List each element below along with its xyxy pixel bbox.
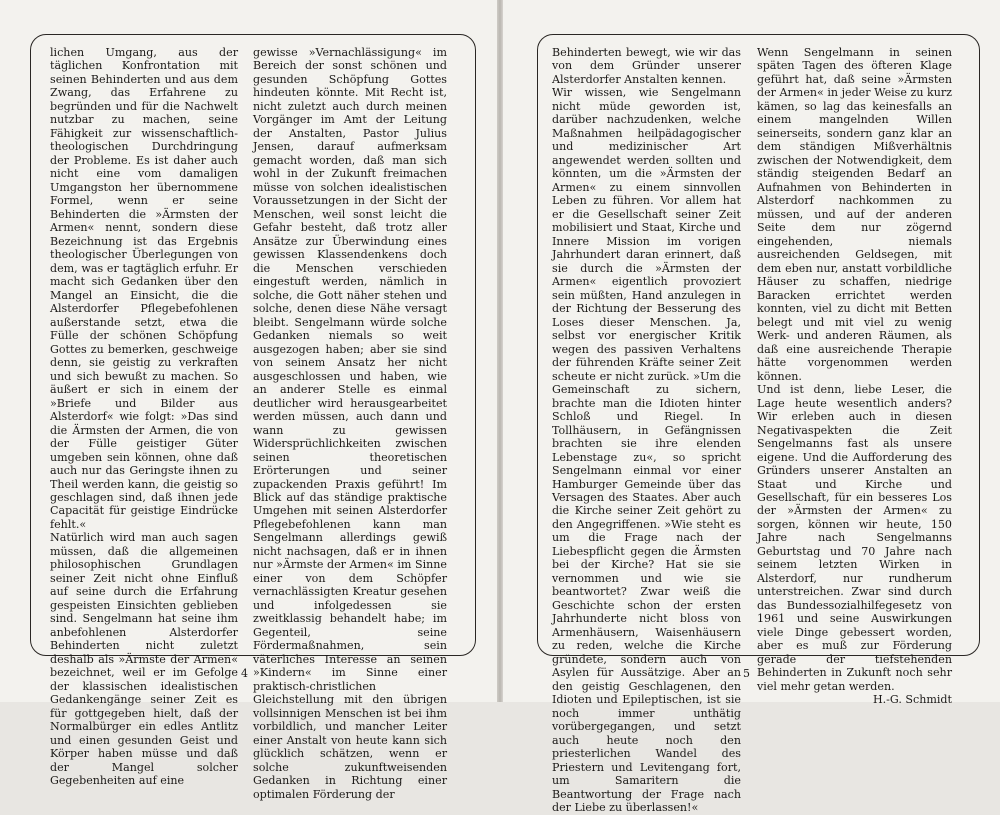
right-page-column-1: [552, 46, 741, 815]
left-page-column-1: [50, 46, 238, 788]
paragraph: Und ist denn, liebe Leser, die Lage heute wesentlich anders? Wir erleben auch in diesen Negativaspekten die Zeit Sengelmanns fast als unsere eigene. Und die Aufforderung des Gründers unserer Anstalten an Staat und Kirche und Gesellschaft, für ein besseres Los der »Ärmsten der Armen« zu sorgen, können wir heute, 150 Jahre nach Sengelmanns Geburtstag und 70 Jahre nach seinem letzten Wirken in Alsterdorf, nur rundherum unterstreichen. Zwar sind durch das Bundessozialhilfegesetz von 1961 und seine Auswirkungen viele Dinge gebessert worden, aber es muß zur Förderung gerade der tiefstehenden Behinderten in Zukunft noch sehr viel mehr getan werden.: [757, 383, 952, 693]
paragraph: Behinderten bewegt, wie wir das von dem Gründer unserer Alsterdorfer Anstalten kennen.: [552, 46, 741, 86]
author-signature: H.-G. Schmidt: [872, 693, 952, 707]
page-number: 4: [241, 667, 248, 680]
left-page-column-2: [253, 46, 447, 801]
left-page: [0, 0, 497, 801]
right-page-column-2: [757, 46, 953, 707]
right-page: [503, 0, 1000, 815]
paragraph: Natürlich wird man auch sagen müssen, daß die allgemeinen philosophischen Grundlagen seiner Zeit nicht ohne Einfluß auf seine durch die Erfahrung gespeisten Einsichten geblieben sind. Sengelmann hat seine ihm anbefohlenen Alsterdorfer Behinderten nicht zuletzt deshalb als »Ärmste der Armen« bezeichnet, weil er im Gefolge der klassischen idealistischen Gedankengänge seiner Zeit es für gottgegeben hielt, daß der Normalbürger ein edles Antlitz und einen gesunden Geist und Körper haben müsse und daß der Mangel solcher Gegebenheiten auf eine: [50, 531, 238, 788]
paragraph: gewisse »Vernachlässigung« im Bereich der sonst schönen und gesunden Schöpfung Gottes hindeuten könnte. Mit Recht ist, nicht zuletzt auch durch meinen Vorgänger im Amt der Leitung der Anstalten, Pastor Julius Jensen, darauf aufmerksam gemacht worden, daß man sich wohl in der Zukunft freimachen müsse von solchen idealistischen Voraussetzungen in der Sicht der Menschen, weil sonst leicht die Gefahr besteht, daß trotz aller Ansätze zur Überwindung eines gewissen Klassendenkens doch die Menschen verschieden eingestuft werden, nämlich in solche, die Gott näher stehen und solche, denen diese Nähe versagt bleibt. Sengelmann würde solche Gedanken niemals so weit ausgezogen haben; aber sie sind von seinem Ansatz her nicht ausgeschlossen und haben, wie an anderer Stelle es einmal deutlicher wird herausgearbeitet werden müssen, auch dann und wann zu gewissen Widersprüchlichkeiten zwischen seinen theoretischen Erörterungen und seiner zupackenden Praxis geführt! Im Blick auf das ständige praktische Umgehen mit seinen Alsterdorfer Pflegebefohlenen kann man Sengelmann allerdings gewiß nicht nachsagen, daß er in ihnen nur »Ärmste der Armen« im Sinne einer von dem Schöpfer vernachlässigten Kreatur gesehen und infolgedessen sie zweitklassig behandelt habe; im Gegenteil, seine Fördermaßnahmen, sein väterliches Interesse an seinen »Kindern« im Sinne einer praktisch-christlichen Gleichstellung mit den übrigen vollsinnigen Menschen ist bei ihm vorbildlich, und mancher Leiter einer Anstalt von heute kann sich glücklich schätzen, wenn er solche zukunftweisenden Gedanken in Richtung einer optimalen Förderung der: [253, 46, 447, 801]
paragraph: Wir wissen, wie Sengelmann nicht müde geworden ist, darüber nachzudenken, welche Maßnahmen heilpädagogischer und medizinischer Art angewendet werden sollten und könnten, um die »Ärmsten der Armen« zu einem sinnvollen Leben zu führen. Vor allem hat er die Gesellschaft seiner Zeit mobilisiert und Staat, Kirche und Innere Mission im vorigen Jahrhundert daran erinnert, daß sie durch die »Ärmsten der Armen« eigentlich provoziert sein müßten, Hand anzulegen in der Richtung der Besserung des Loses dieser Menschen. Ja, selbst vor energischer Kritik wegen des passiven Verhaltens der führenden Kräfte seiner Zeit scheute er nicht zurück. »Um die Gemeinschaft zu sichern, brachte man die Idioten hinter Schloß und Riegel. In Tollhäusern, in Gefängnissen brachten sie ihre elenden Lebenstage zu«, so spricht Sengelmann einmal vor einer Hamburger Gemeinde über das Versagen des Staates. Aber auch die Kirche seiner Zeit gehört zu den Angegriffenen. »Wie steht es um die Frage nach der Liebespflicht gegen die Ärmsten bei der Kirche? Hat sie sie vernommen und wie sie beantwortet? Zwar weiß die Geschichte schon der ersten Jahrhunderte nicht bloss von Armenhäusern, Waisenhäusern zu reden, welche die Kirche gründete, sondern auch von Asylen für Aussätzige. Aber an den geistig Geschlagenen, den Idioten und Epileptischen, ist sie noch immer unthätig vorübergegangen, und setzt auch heute noch den priesterlichen Wandel des Priestern und Levitengang fort, um Samaritern die Beantwortung der Frage nach der Liebe zu überlassen!«: [552, 86, 741, 815]
paragraph: lichen Umgang, aus der täglichen Konfrontation mit seinen Behinderten und aus dem Zwang, das Erfahrene zu begründen und für die Nachwelt nutzbar zu machen, seine Fähigkeit zur wissenschaftlich-theologischen Durchdringung der Probleme. Es ist daher auch nicht eine vom damaligen Umgangston her übernommene Formel, wenn er seine Behinderten die »Ärmsten der Armen« nennt, sondern diese Bezeichnung ist das Ergebnis theologischer Überlegungen von dem, was er tagtäglich erfuhr. Er macht sich Gedanken über den Mangel an Einsicht, die die Alsterdorfer Pflegebefohlenen außerstande setzt, etwa die Fülle der schönen Schöpfung Gottes zu bemerken, geschweige denn, sie geistig zu verkraften und sich bewußt zu machen. So äußert er sich in einem der »Briefe und Bilder aus Alsterdorf« wie folgt: »Das sind die Ärmsten der Armen, die von der Fülle geistiger Güter umgeben sein können, ohne daß auch nur das Geringste ihnen zu Theil werden kann, die geistig so geschlagen sind, daß ihnen jede Capacität für geistige Eindrücke fehlt.«: [50, 46, 238, 531]
page-number: 5: [743, 667, 750, 680]
paragraph: Wenn Sengelmann in seinen späten Tagen des öfteren Klage geführt hat, daß seine »Ärmsten der Armen« in jeder Weise zu kurz kämen, so lag das keinesfalls an einem mangelnden Willen seinerseits, sondern ganz klar an dem ständigen Mißverhältnis zwischen der Notwendigkeit, dem ständig steigenden Bedarf an Aufnahmen von Behinderten in Alsterdorf nachkommen zu müssen, und auf der anderen Seite dem nur zögernd eingehenden, niemals ausreichenden Geldsegen, mit dem eben nur, anstatt vorbildliche Häuser zu schaffen, niedrige Baracken errichtet werden konnten, viel zu dicht mit Betten belegt und mit viel zu wenig Werk- und anderen Räumen, als daß eine ausreichende Therapie hätte vorgenommen werden können.: [757, 46, 953, 383]
